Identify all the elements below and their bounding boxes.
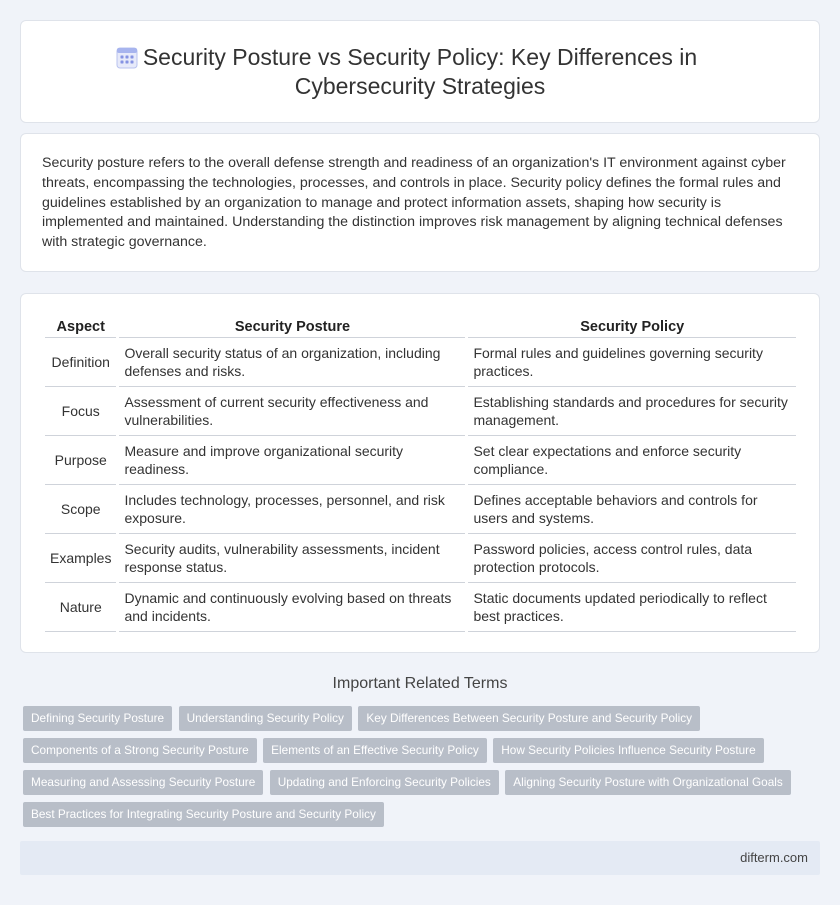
table-row (45, 534, 796, 583)
related-term-tag[interactable]: Aligning Security Posture with Organizational Goals (505, 770, 791, 795)
page-title-line-1: Security Posture vs Security Policy: Key Differences in (142, 44, 698, 70)
header-aspect: Aspect (45, 316, 116, 338)
related-term-tag[interactable]: Elements of an Effective Security Policy (263, 738, 487, 763)
related-terms-heading: Important Related Terms (332, 675, 508, 692)
cell-aspect: Scope (45, 485, 116, 534)
comparison-table-card (20, 293, 820, 653)
cell-policy: Establishing standards and procedures for security management. (468, 387, 796, 436)
table-row (45, 583, 796, 632)
table-header-row (45, 316, 796, 338)
intro-paragraph: Security posture refers to the overall defense strength and readiness of an organization's IT environment against cyber threats, encompassing the technologies, processes, and controls in place. Security policy defines the formal rules and guidelines established by an organization to manage and protect information assets, shaping how security is implemented and maintained. Understanding the distinction improves risk management by aligning technical defenses with strategic governance. (42, 155, 786, 251)
cell-posture: Overall security status of an organization, including defenses and risks. (119, 338, 465, 387)
comparison-table (42, 316, 799, 632)
intro-card (20, 133, 820, 272)
cell-posture: Assessment of current security effectiveness and vulnerabilities. (119, 387, 465, 436)
related-term-tag[interactable]: Components of a Strong Security Posture (23, 738, 257, 763)
related-term-tag[interactable]: Defining Security Posture (23, 706, 172, 731)
related-term-tag[interactable]: Key Differences Between Security Posture and Security Policy (358, 706, 700, 731)
cell-policy: Set clear expectations and enforce security compliance. (468, 436, 796, 485)
cell-policy: Password policies, access control rules, data protection protocols. (468, 534, 796, 583)
related-term-tag[interactable]: Best Practices for Integrating Security Posture and Security Policy (23, 802, 384, 827)
cell-aspect: Nature (45, 583, 116, 632)
page-title-line-2: Cybersecurity Strategies (294, 73, 546, 99)
header-security-posture: Security Posture (119, 316, 465, 338)
header-security-policy: Security Policy (468, 316, 796, 338)
cell-aspect: Focus (45, 387, 116, 436)
cell-posture: Dynamic and continuously evolving based on threats and incidents. (119, 583, 465, 632)
cell-aspect: Examples (45, 534, 116, 583)
cell-aspect: Definition (45, 338, 116, 387)
title-card (20, 20, 820, 123)
cell-posture: Includes technology, processes, personnel, and risk exposure. (119, 485, 465, 534)
related-term-tag[interactable]: Understanding Security Policy (179, 706, 352, 731)
footer (20, 841, 820, 875)
related-term-tag[interactable]: Measuring and Assessing Security Posture (23, 770, 263, 795)
cell-policy: Static documents updated periodically to reflect best practices. (468, 583, 796, 632)
table-row (45, 387, 796, 436)
table-row (45, 485, 796, 534)
page-title (21, 43, 819, 101)
footer-site-link[interactable]: difterm.com (740, 850, 808, 865)
related-term-tag[interactable]: Updating and Enforcing Security Policies (270, 770, 499, 795)
table-row (45, 338, 796, 387)
related-term-tag[interactable]: How Security Policies Influence Security Posture (493, 738, 763, 763)
cell-posture: Measure and improve organizational security readiness. (119, 436, 465, 485)
cell-policy: Defines acceptable behaviors and controls for users and systems. (468, 485, 796, 534)
cell-posture: Security audits, vulnerability assessments, incident response status. (119, 534, 465, 583)
cell-policy: Formal rules and guidelines governing security practices. (468, 338, 796, 387)
table-row (45, 436, 796, 485)
cell-aspect: Purpose (45, 436, 116, 485)
related-terms-tags (23, 706, 813, 834)
